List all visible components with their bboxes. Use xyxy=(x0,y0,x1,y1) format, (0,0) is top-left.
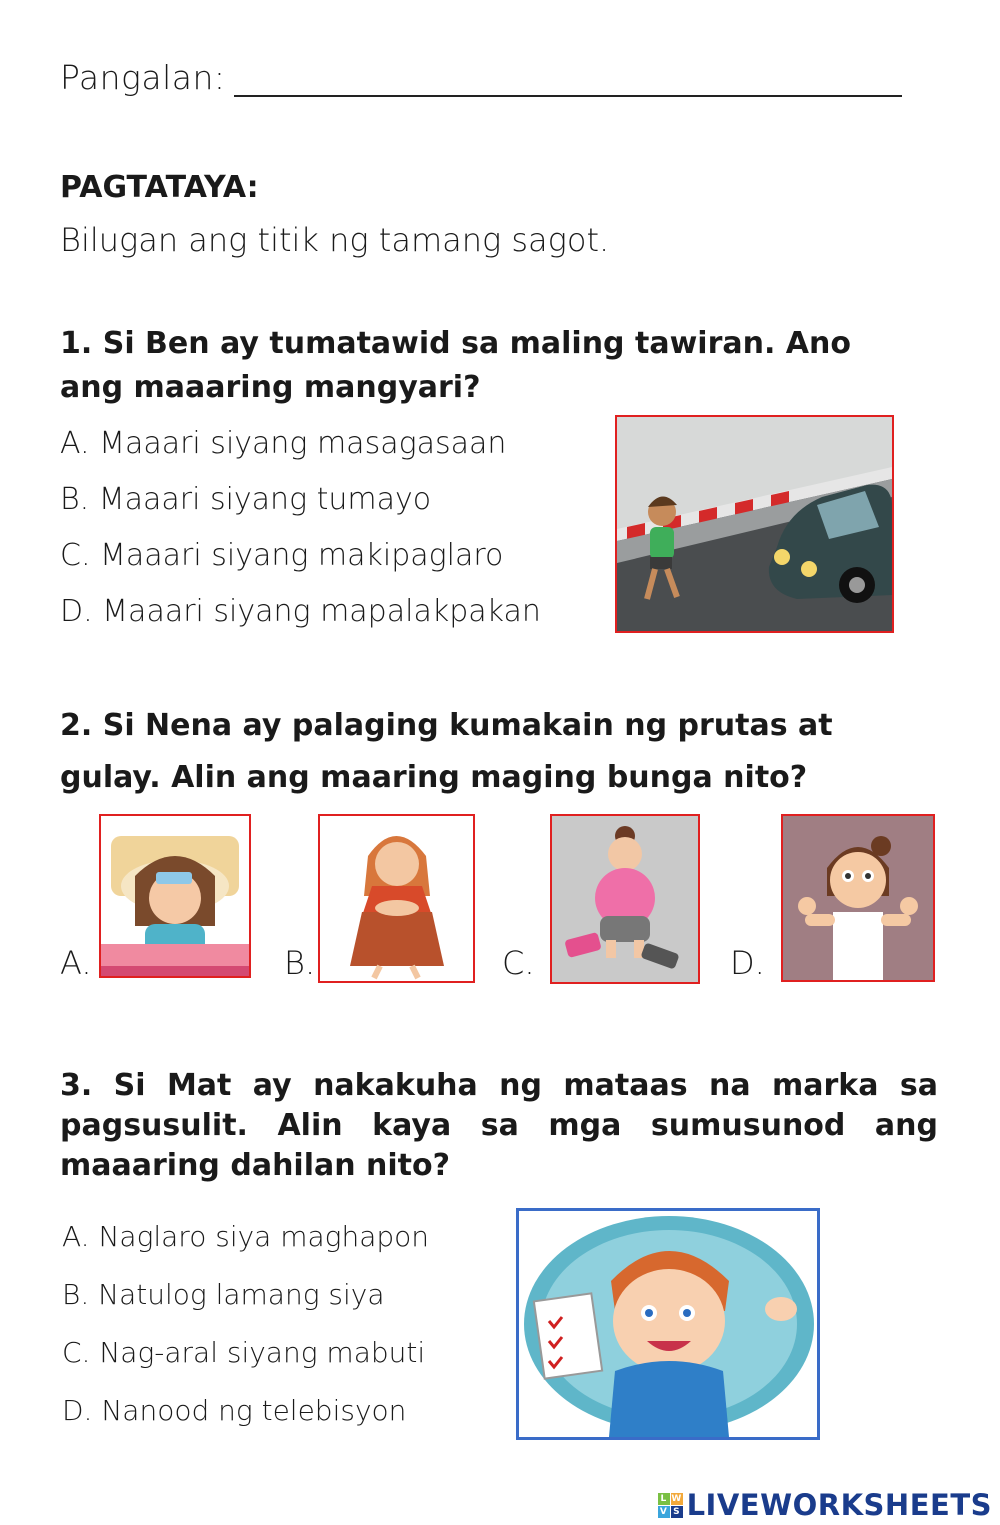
q1-street-crossing-image xyxy=(615,415,894,633)
name-label: Pangalan: xyxy=(60,58,226,97)
section-heading: PAGTATAYA: xyxy=(60,170,259,205)
q3-option-a[interactable]: A. Naglaro siya maghapon xyxy=(62,1220,430,1253)
q2-letter-a[interactable]: A. xyxy=(60,944,92,982)
liveworksheets-logo xyxy=(658,1488,992,1522)
q1-option-a[interactable]: A. Maaari siyang masagasaan xyxy=(60,426,507,461)
q3-happy-boy-with-test-image xyxy=(516,1208,820,1440)
question-2 xyxy=(60,700,940,804)
q2-letter-b[interactable]: B. xyxy=(284,944,316,982)
logo-mark-v: V xyxy=(658,1506,670,1518)
q3-option-d[interactable]: D. Nanood ng telebisyon xyxy=(62,1394,407,1427)
q1-option-b[interactable]: B. Maaari siyang tumayo xyxy=(60,482,432,517)
instruction-text: Bilugan ang titik ng tamang sagot. xyxy=(60,221,610,259)
question-1 xyxy=(60,322,940,410)
q1-option-c[interactable]: C. Maaari siyang makipaglaro xyxy=(60,538,504,573)
question-1-line-2: ang maaaring mangyari? xyxy=(60,370,481,405)
q1-option-d[interactable]: D. Maaari siyang mapalakpakan xyxy=(60,594,541,629)
logo-mark-w: W xyxy=(671,1493,682,1504)
q2-letter-d[interactable]: D. xyxy=(730,944,765,982)
q2-option-c-overweight-girl-image[interactable] xyxy=(550,814,700,984)
q2-letter-c[interactable]: C. xyxy=(502,944,535,982)
question-3: 3. Si Mat ay nakakuha ng mataas na marka sa pagsusulit. Alin kaya sa mga sumusunod ang maaaring dahilan nito? xyxy=(60,1068,938,1183)
logo-mark-s: S xyxy=(671,1506,683,1518)
q2-option-d-strong-girl-image[interactable] xyxy=(781,814,935,982)
logo-mark-l: L xyxy=(658,1493,670,1505)
question-2-line-1: 2. Si Nena ay palaging kumakain ng prutas at xyxy=(60,708,833,743)
question-2-line-2: gulay. Alin ang maaring maging bunga nito? xyxy=(60,760,808,795)
q3-option-c[interactable]: C. Nag-aral siyang mabuti xyxy=(62,1336,426,1369)
q2-option-b-stomachache-girl-image[interactable] xyxy=(318,814,475,983)
q3-option-b[interactable]: B. Natulog lamang siya xyxy=(62,1278,385,1311)
logo-text: LIVEWORKSHEETS xyxy=(686,1488,992,1522)
name-row xyxy=(60,58,902,97)
name-input-line[interactable] xyxy=(234,59,902,97)
question-1-line-1: 1. Si Ben ay tumatawid sa maling tawiran. Ano xyxy=(60,326,851,361)
q2-option-a-sick-girl-image[interactable] xyxy=(99,814,251,978)
logo-mark xyxy=(658,1493,683,1518)
